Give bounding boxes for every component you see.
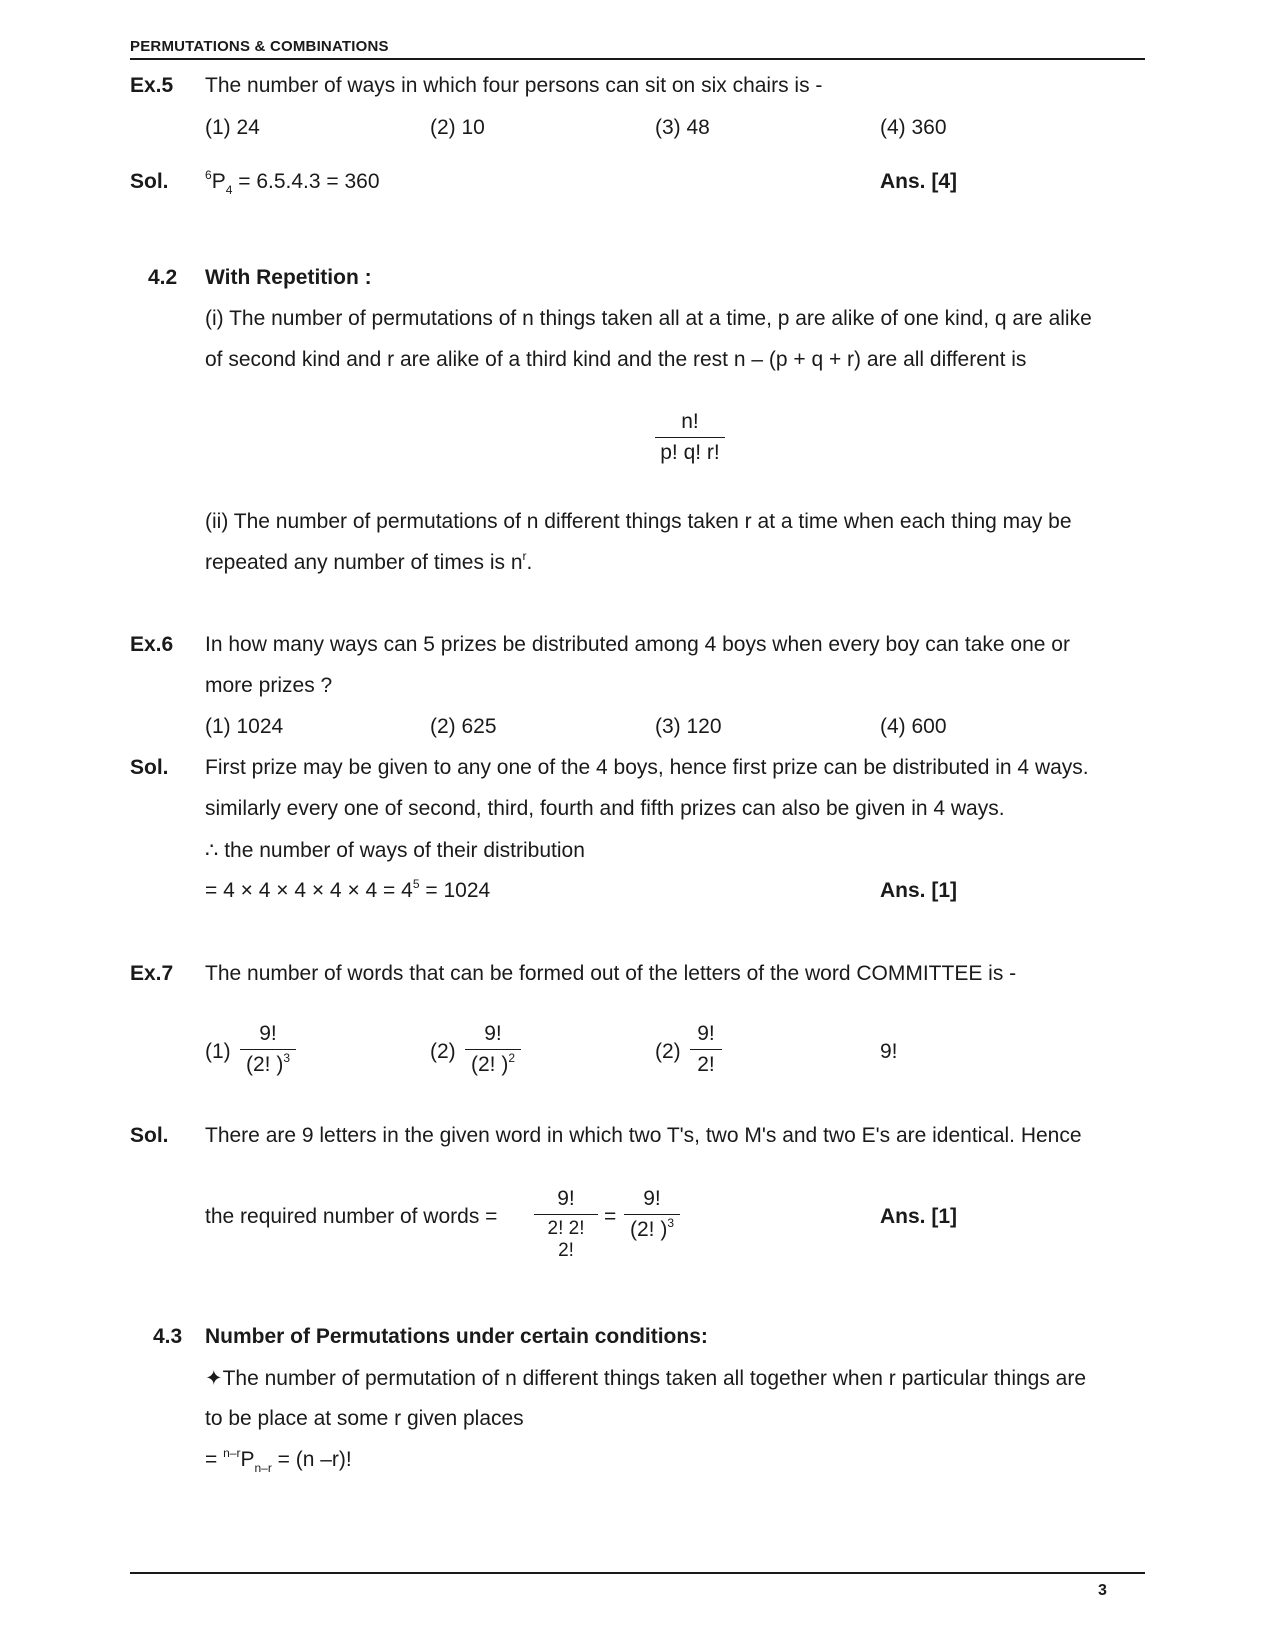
ex7-sol-frac2-den-wrap (624, 1215, 680, 1242)
ex5-option-3: (3) 48 (655, 116, 710, 139)
sec42-para2-text: repeated any number of times is n (205, 551, 523, 574)
sec42-para2-line2 (205, 551, 532, 575)
ex7-option-2-fraction (465, 1022, 521, 1077)
ex6-option-3: (3) 120 (655, 715, 722, 738)
sec43-formula-p: P (240, 1448, 255, 1471)
sec42-number: 4.2 (148, 266, 178, 289)
sec42-para2-line1: (ii) The number of permutations of n different things taken r at a time when each thing may be (205, 510, 1072, 533)
ex6-sol-calc: = 4 × 4 × 4 × 4 × 4 = 4 (205, 879, 413, 902)
ex7-opt2-den-sup: 2 (508, 1051, 516, 1065)
ex7-opt1-num: 9! (259, 1022, 277, 1045)
page-number: 3 (1098, 1582, 1107, 1599)
ex7-option-1-fraction (240, 1022, 296, 1077)
ex5-sol-label: Sol. (130, 170, 169, 193)
ex7-opt1-den-sup: 3 (283, 1051, 291, 1065)
ex6-option-2: (2) 625 (430, 715, 497, 738)
sec43-formula-presup: n–r (223, 1446, 241, 1460)
sec42-para2-sup: r (522, 549, 527, 563)
ex7-sol-frac2-num: 9! (643, 1187, 661, 1210)
ex6-option-4: (4) 600 (880, 715, 947, 738)
ex5-sol-sub: 4 (225, 183, 233, 197)
ex5-option-4: (4) 360 (880, 116, 947, 139)
ex7-sol-frac2-den: (2! ) (629, 1218, 668, 1241)
footer-rule (130, 1572, 1145, 1574)
ex5-option-2: (2) 10 (430, 116, 485, 139)
sec43-formula-sub: n–r (254, 1461, 272, 1475)
ex7-sol-frac2-den-sup: 3 (667, 1216, 675, 1230)
ex7-option-3-fraction (690, 1022, 722, 1077)
sec43-line2: to be place at some r given places (205, 1407, 524, 1430)
ex6-sol-result: = 1024 (419, 879, 491, 902)
ex7-opt2-den: (2! ) (470, 1053, 509, 1076)
ex7-option-3-label: (2) (655, 1040, 681, 1063)
ex7-question: The number of words that can be formed out of the letters of the word COMMITTEE is - (205, 962, 1017, 985)
ex6-answer: Ans. [1] (880, 879, 958, 902)
ex5-option-1: (1) 24 (205, 116, 260, 139)
ex5-solution (205, 168, 380, 197)
ex6-sol-exp: 5 (412, 877, 420, 891)
ex5-sol-p: P (211, 170, 226, 193)
ex7-option-4: 9! (880, 1040, 898, 1063)
sec42-para1-line2: of second kind and r are alike of a third kind and the rest n – (p + q + r) are all different is (205, 348, 1027, 371)
ex5-question: The number of ways in which four persons can sit on six chairs is - (205, 74, 823, 97)
ex5-sol-presup: 6 (205, 168, 212, 182)
sec42-fraction (655, 410, 725, 465)
sec43-formula-result: = (n –r)! (271, 1448, 352, 1471)
ex5-label: Ex.5 (130, 74, 174, 97)
sec42-title: With Repetition : (205, 266, 372, 289)
ex6-question-line2: more prizes ? (205, 674, 333, 697)
ex7-opt2-den-wrap (465, 1050, 521, 1077)
ex7-label: Ex.7 (130, 962, 174, 985)
sec42-para1-line1: (i) The number of permutations of n things taken all at a time, p are alike of one kind, q are alike (205, 307, 1092, 330)
ex7-opt1-den-wrap (240, 1050, 296, 1077)
ex7-option-1-label: (1) (205, 1040, 231, 1063)
sec43-formula (205, 1446, 352, 1475)
ex7-answer: Ans. [1] (880, 1205, 958, 1228)
ex6-label: Ex.6 (130, 633, 174, 656)
ex7-sol-fraction-2 (624, 1187, 680, 1242)
ex6-sol-line3: ∴ the number of ways of their distribution (205, 839, 585, 862)
sec42-frac-num: n! (681, 410, 699, 433)
ex7-sol-fraction-1 (534, 1187, 598, 1262)
ex6-sol-label: Sol. (130, 756, 169, 779)
ex7-sol-line1: There are 9 letters in the given word in which two T's, two M's and two E's are identical. Hence (205, 1124, 1082, 1147)
ex7-sol-line2: the required number of words = (205, 1205, 498, 1228)
sec43-line1: ✦The number of permutation of n different things taken all together when r particular things are (205, 1367, 1087, 1390)
sec42-para2-end: . (526, 551, 533, 574)
ex6-option-1: (1) 1024 (205, 715, 284, 738)
ex6-sol-line2: similarly every one of second, third, fourth and fifth prizes can also be given in 4 ways. (205, 797, 1005, 820)
ex5-answer: Ans. [4] (880, 170, 958, 193)
ex7-sol-equals: = (604, 1205, 617, 1228)
sec43-title: Number of Permutations under certain conditions: (205, 1325, 708, 1348)
ex7-sol-frac1-num: 9! (557, 1187, 575, 1210)
ex6-sol-line4 (205, 879, 490, 903)
ex7-opt3-den: 2! (697, 1053, 715, 1076)
ex7-option-2-label: (2) (430, 1040, 456, 1063)
sec43-number: 4.3 (153, 1325, 183, 1348)
ex7-sol-label: Sol. (130, 1124, 169, 1147)
header-rule (130, 58, 1145, 60)
sec42-frac-den: p! q! r! (660, 441, 720, 464)
ex6-question-line1: In how many ways can 5 prizes be distributed among 4 boys when every boy can take one or (205, 633, 1070, 656)
ex6-sol-line1: First prize may be given to any one of the 4 boys, hence first prize can be distributed in 4 ways. (205, 756, 1089, 779)
ex7-opt2-num: 9! (484, 1022, 502, 1045)
ex7-opt1-den: (2! ) (245, 1053, 284, 1076)
ex5-sol-rest: = 6.5.4.3 = 360 (232, 170, 380, 193)
ex7-sol-frac1-den: 2! 2! 2! (547, 1218, 585, 1261)
sec43-formula-eq: = (205, 1448, 224, 1471)
running-header: PERMUTATIONS & COMBINATIONS (130, 38, 389, 55)
ex7-opt3-num: 9! (697, 1022, 715, 1045)
